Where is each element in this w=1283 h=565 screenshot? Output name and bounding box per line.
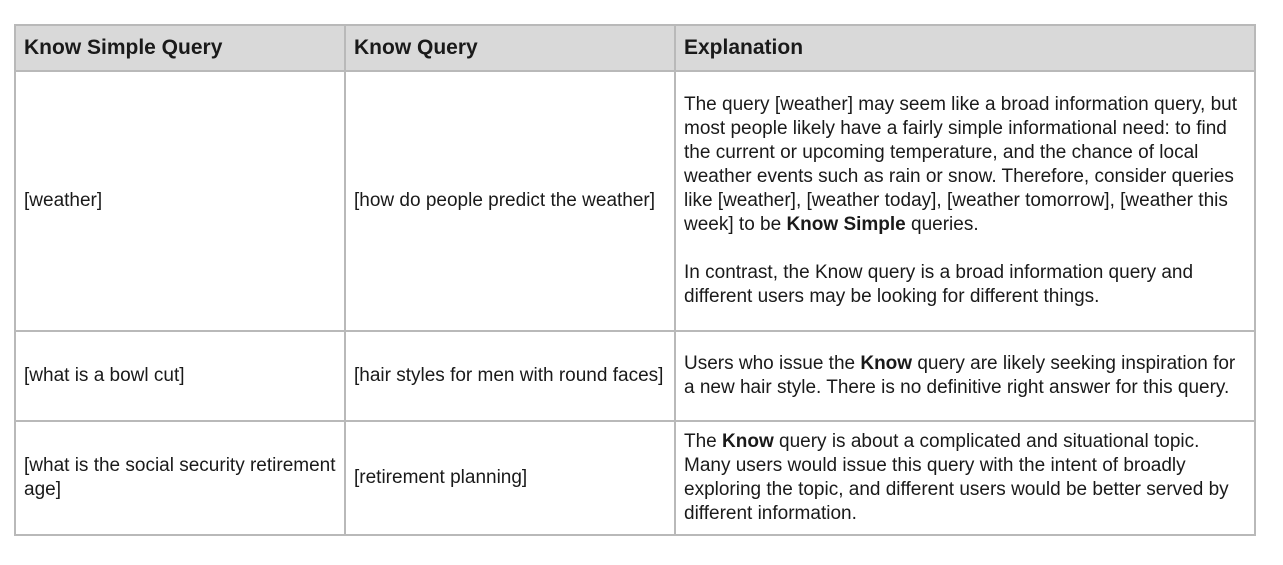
know-simple-query-cell: [weather] [15, 71, 345, 331]
explanation-text: query is about a complicated and situational topic. Many users would issue this query with the intent of broadly exploring the topic, and different users would be better served by different information. [684, 431, 1229, 524]
know-simple-query-cell: [what is the social security retirement age] [15, 421, 345, 535]
explanation-text: queries. [905, 214, 979, 235]
header-know-query: Know Query [345, 25, 675, 71]
header-know-simple-query: Know Simple Query [15, 25, 345, 71]
header-explanation: Explanation [675, 25, 1255, 71]
explanation-text: The query [weather] may seem like a broad information query, but most people likely have a fairly simple informational need: to find the current or upcoming temperature, and the chance of local weather events such as rain or snow. Therefore, consider queries like [weather], [weather today], [weather tomorrow], [weather this week] to be [684, 94, 1238, 235]
explanation-bold-term: Know [860, 353, 913, 374]
explanation-paragraph: In contrast, the Know query is a broad information query and different users may be looking for different things. [684, 262, 1194, 307]
explanation-paragraph [684, 93, 1246, 237]
table-row [15, 71, 1255, 331]
table-header-row [15, 25, 1255, 71]
table-row [15, 331, 1255, 421]
explanation-text: Users who issue the [684, 353, 861, 374]
explanation-cell [675, 71, 1255, 331]
explanation-bold-term: Know [722, 431, 774, 452]
know-query-cell: [hair styles for men with round faces] [345, 331, 675, 421]
explanation-bold-term: Know Simple [786, 214, 906, 235]
table-row [15, 421, 1255, 535]
explanation-cell [675, 331, 1255, 421]
know-query-cell: [retirement planning] [345, 421, 675, 535]
know-simple-query-cell: [what is a bowl cut] [15, 331, 345, 421]
explanation-text: The [684, 431, 723, 452]
know-query-cell: [how do people predict the weather] [345, 71, 675, 331]
explanation-text: query are likely seeking inspiration for a new hair style. There is no definitive right answer for this query. [684, 353, 1236, 398]
query-comparison-table [14, 24, 1256, 536]
explanation-cell [675, 421, 1255, 535]
